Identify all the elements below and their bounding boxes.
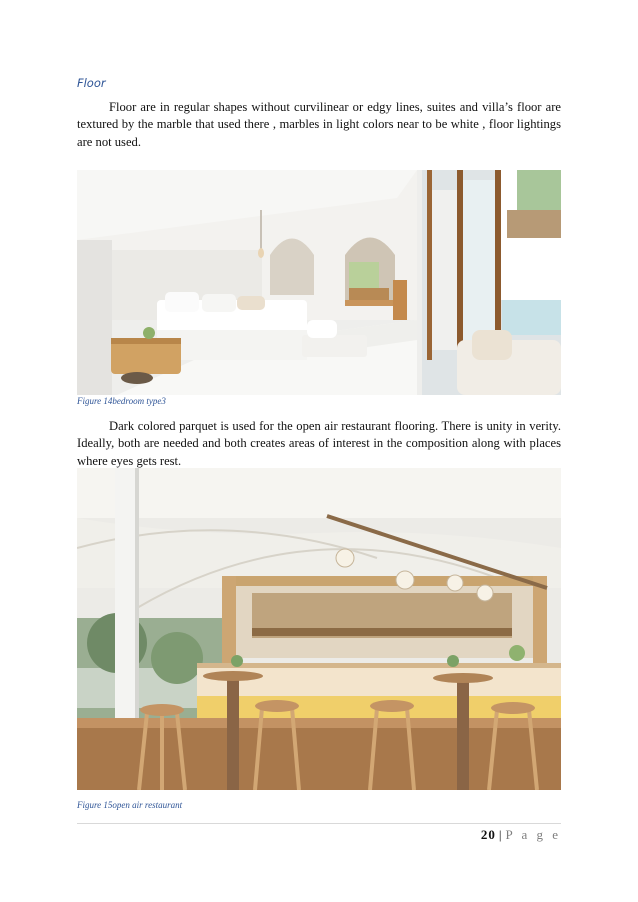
restaurant-photo bbox=[77, 468, 561, 790]
section-heading: Floor bbox=[77, 76, 106, 90]
paragraph-parquet: Dark colored parquet is used for the open air restaurant flooring. There is unity in verity. Ideally, both are needed and both creates areas of interest in the composition along with places where eyes gets rest. bbox=[77, 419, 561, 468]
paragraph-floor-marble: Floor are in regular shapes without curvilinear or edgy lines, suites and villa’s floor are textured by the marble that used there , marbles in light colors near to be white , floor lightings are not used. bbox=[77, 100, 561, 149]
page-number-value: 20 bbox=[480, 827, 496, 842]
figure-caption: Figure 15open air restaurant bbox=[77, 800, 183, 810]
figure-caption: Figure 14bedroom type3 bbox=[77, 396, 166, 406]
page-number bbox=[481, 827, 561, 843]
footer-divider bbox=[77, 823, 561, 824]
page-label: P a g e bbox=[505, 827, 561, 842]
page-number-separator: | bbox=[498, 827, 503, 842]
bedroom-photo bbox=[77, 170, 561, 395]
